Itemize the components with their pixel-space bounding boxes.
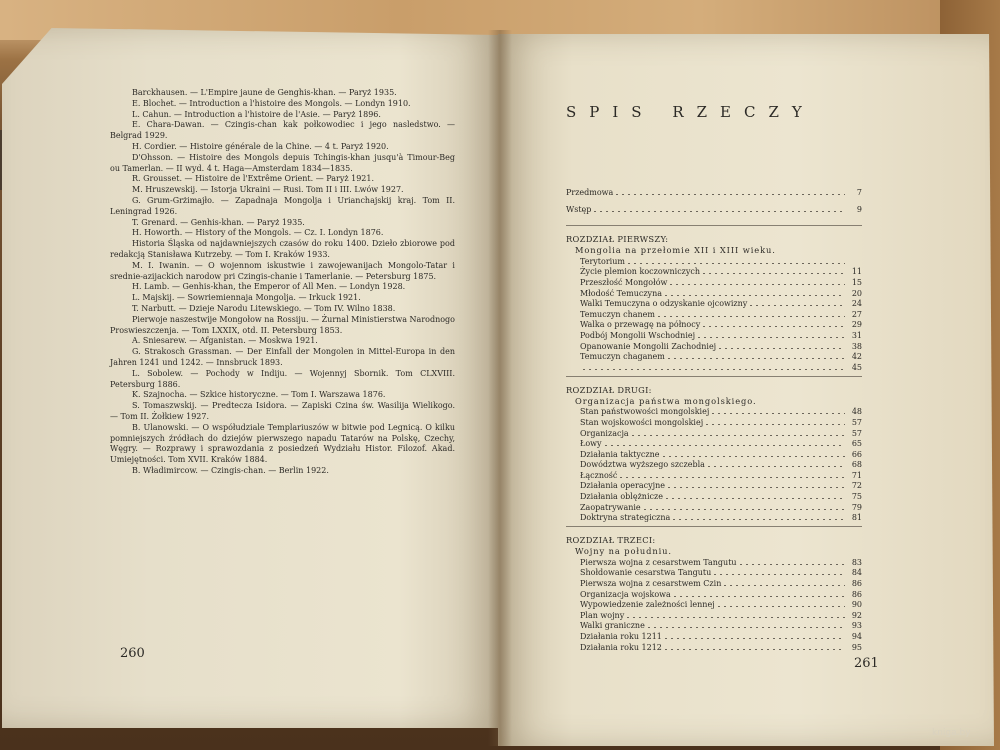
- toc-entry-page: 90: [851, 600, 862, 610]
- toc-entry-page: 9: [856, 205, 862, 215]
- toc-title: SPIS RZECZY: [566, 103, 815, 121]
- toc-entry-label: Wypowiedzenie zależności lennej: [580, 600, 715, 610]
- toc-entry-label: Plan wojny: [580, 610, 625, 620]
- toc-entry-label: Działania operacyjne: [580, 481, 665, 491]
- toc-leader-dots: [666, 498, 845, 499]
- bibliography-entry: Barckhausen. — L'Empire jaune de Genghis-khan. — Paryż 1935.: [132, 88, 397, 97]
- bibliography-entry: L. Sobolew. — Pochody w Indiju. — Wojennyj Sbornik. Tom CLXVIII. Petersburg 1886.: [110, 368, 455, 389]
- toc-entry: [566, 641, 862, 652]
- bibliography-entry: M. I. Iwanin. — O wojennom iskustwie i zawojewanijach Mongolo-Tatar i srednie-azijackich narodow pri Czingis-chanie i Tamerlanie. — Petersburg 1875.: [110, 260, 455, 281]
- toc-entry-label: Przeszłość Mongołów: [580, 277, 668, 287]
- bibliography-entry: A. Sniesarew. — Afganistan. — Moskwa 1921.: [132, 336, 318, 346]
- toc-entry-label: Opanowanie Mongolii Zachodniej: [580, 341, 717, 351]
- toc-leader-dots: [644, 509, 845, 510]
- toc-entry-page: 86: [851, 589, 862, 599]
- toc-leader-dots: [594, 211, 845, 212]
- bibliography-list: [110, 88, 455, 477]
- toc-leader-dots: [665, 295, 845, 296]
- toc-entry-label: Wstęp: [566, 205, 592, 215]
- bibliography-entry: B. Ulanowski. — O współudziale Templariuszów w bitwie pod Legnicą. O kilku pomniejszych źródłach do dziejów pierwszego napadu Tatarów na Polskę, Czechy, Węgry. — Rozprawy i sprawozdania z posiedzeń Wydziału Histor. Filozof. Akad. Umiejętności. Tom XVII. Kraków 1884.: [110, 422, 455, 465]
- toc-leader-dots: [668, 358, 845, 359]
- toc-entry: [566, 340, 862, 351]
- toc-entry: [566, 287, 862, 298]
- toc-entry-page: 11: [851, 267, 862, 277]
- toc-entry-page: 57: [851, 417, 862, 427]
- toc-leader-dots: [665, 638, 845, 639]
- toc-entry: [566, 427, 862, 438]
- bibliography-entry: E. Blochet. — Introduction a l'histoire des Mongols. — Londyn 1910.: [132, 98, 411, 108]
- toc-leader-dots: [616, 194, 845, 195]
- bibliography-entry: S. Tomaszwskij. — Predtecza Isidora. — Zapiski Czina św. Wasilija Wielikogo. — Tom II. Żołkiew 1927.: [110, 401, 455, 421]
- toc-chapter-heading: ROZDZIAŁ TRZECI:: [566, 535, 656, 546]
- toc-entry-page: 27: [851, 309, 862, 319]
- toc-entry-page: 83: [851, 557, 862, 567]
- toc-leader-dots: [714, 574, 845, 575]
- toc-leader-dots: [703, 273, 845, 274]
- toc-entry-page: 84: [851, 568, 862, 578]
- toc-entry-page: 48: [851, 407, 862, 417]
- toc-rule: [566, 225, 862, 226]
- table-of-contents: [566, 186, 862, 652]
- toc-entry-page: 57: [851, 428, 862, 438]
- toc-section-title: Organizacja państwa mongolskiego.: [575, 395, 757, 406]
- toc-entry-page: 94: [851, 632, 862, 641]
- toc-entry: [566, 459, 862, 470]
- toc-entry-page: 45: [851, 362, 862, 372]
- toc-leader-dots: [628, 263, 845, 264]
- toc-entry-page: 24: [851, 299, 862, 309]
- toc-entry-label: Dowództwa wyższego szczebla: [580, 460, 705, 470]
- toc-entry: [566, 556, 862, 567]
- toc-entry-label: Shołdowanie cesarstwa Tangutu: [580, 568, 712, 578]
- toc-entry: [566, 276, 862, 287]
- toc-entry-label: Łowy: [580, 439, 602, 449]
- toc-leader-dots: [620, 477, 845, 478]
- toc-entry-label: Życie plemion koczowniczych: [580, 267, 701, 277]
- toc-entry: [566, 630, 862, 641]
- bibliography-entry: T. Narbutt. — Dzieje Narodu Litewskiego. — Tom IV. Wilno 1838.: [132, 303, 396, 313]
- toc-gap: [566, 197, 862, 204]
- book-spine: [488, 30, 512, 746]
- toc-leader-dots: [698, 337, 845, 338]
- toc-rule: [566, 376, 862, 377]
- toc-leader-dots: [724, 585, 845, 586]
- toc-entry-page: 68: [851, 460, 862, 470]
- toc-entry: [566, 438, 862, 449]
- toc-entry: [566, 577, 862, 588]
- toc-entry-page: 92: [851, 610, 862, 620]
- watermark: kniga.by: [932, 728, 971, 738]
- toc-entry-label: Przedmowa: [566, 187, 614, 197]
- bibliography-entry: Historia Śląska od najdawniejszych czasów do roku 1400. Dzieło zbiorowe pod redakcją Stanisława Kutrzeby. — Tom I. Kraków 1933.: [110, 239, 455, 259]
- toc-leader-dots: [718, 606, 845, 607]
- toc-entry-label: Temuczyn chaganem: [580, 352, 665, 362]
- toc-entry-page: 79: [851, 502, 862, 512]
- bibliography-entry: G. Grum-Grżimajło. — Zapadnaja Mongolja i Urianchajskij kraj. Tom II. Leningrad 1926.: [110, 195, 455, 216]
- toc-entry-label: Zaopatrywanie: [580, 502, 641, 512]
- toc-entry: [566, 351, 862, 362]
- toc-leader-dots: [632, 435, 845, 436]
- toc-entry: [566, 308, 862, 319]
- toc-chapter-heading: ROZDZIAŁ DRUGI:: [566, 384, 652, 395]
- toc-entry: [566, 406, 862, 417]
- toc-entry-label: Temuczyn chanem: [580, 309, 655, 319]
- toc-entry-label: Pierwsza wojna z cesarstwem Czin: [580, 579, 722, 589]
- toc-chapter-heading: ROZDZIAŁ PIERWSZY:: [566, 234, 669, 245]
- toc-entry: [566, 298, 862, 309]
- right-page-number: 261: [854, 656, 879, 671]
- toc-leader-dots: [583, 369, 845, 370]
- toc-entry-page: 29: [851, 320, 862, 330]
- bibliography-entry: D'Ohsson. — Histoire des Mongols depuis Tchingis-khan jusqu'à Timour-Beg ou Tamerlan. — II wyd. 4 t. Haga—Amsterdam 1834—1835.: [110, 152, 455, 173]
- toc-leader-dots: [668, 487, 845, 488]
- toc-entry-label: Łączność: [580, 470, 618, 480]
- toc-rule: [566, 526, 862, 527]
- toc-entry-page: 65: [851, 439, 862, 449]
- toc-entry: [566, 599, 862, 610]
- toc-entry-label: Terytorium: [580, 256, 625, 266]
- toc-leader-dots: [658, 316, 845, 317]
- toc-entry: [566, 567, 862, 578]
- toc-entry-label: Młodość Temuczyna: [580, 288, 662, 298]
- toc-entry: [566, 329, 862, 340]
- toc-leader-dots: [665, 649, 845, 650]
- toc-leader-dots: [712, 413, 845, 414]
- toc-entry-label: Organizacja wojskowa: [580, 589, 671, 599]
- toc-entry: [566, 620, 862, 631]
- toc-entry-page: 75: [851, 492, 862, 502]
- toc-entry: [566, 480, 862, 491]
- toc-entry-label: Walka o przewagę na północy: [580, 320, 701, 330]
- bibliography-entry: B. Władimircow. — Czingis-chan. — Berlin 1922.: [132, 465, 329, 475]
- bibliography-entry: H. Howorth. — History of the Mongols. — Cz. I. Londyn 1876.: [132, 228, 384, 238]
- toc-entry: [566, 490, 862, 501]
- bibliography-entry: H. Lamb. — Genhis-khan, the Emperor of All Men. — Londyn 1928.: [132, 282, 406, 292]
- toc-entry-page: 42: [851, 352, 862, 362]
- toc-leader-dots: [740, 564, 845, 565]
- toc-entry: [566, 448, 862, 459]
- bibliography-entry: R. Grousset. — Histoire de l'Extrême Orient. — Paryż 1921.: [132, 174, 375, 184]
- toc-leader-dots: [673, 519, 845, 520]
- toc-entry-label: Walki graniczne: [580, 621, 645, 631]
- toc-entry-page: 15: [851, 277, 862, 287]
- toc-entry-label: Działania taktyczne: [580, 449, 660, 459]
- toc-entry-label: Działania roku 1211: [580, 632, 662, 641]
- toc-entry-page: 71: [851, 470, 862, 480]
- bibliography-entry: G. Strakosch Grassman. — Der Einfall der Mongolen in Mittel-Europa in den Jahren 1241 und 1242. — Innsbruck 1893.: [110, 347, 455, 367]
- toc-leader-dots: [703, 326, 845, 327]
- toc-entry: [566, 588, 862, 599]
- toc-section-title: Mongolia na przełomie XII i XIII wieku.: [575, 245, 776, 256]
- toc-leader-dots: [627, 617, 845, 618]
- toc-leader-dots: [670, 284, 845, 285]
- bibliography-entry: T. Grenard. — Genhis-khan. — Paryż 1935.: [132, 217, 305, 227]
- toc-entry: [566, 609, 862, 620]
- toc-entry: [566, 512, 862, 523]
- toc-entry-label: Pierwsza wojna z cesarstwem Tangutu: [580, 557, 737, 567]
- toc-section-title: Wojny na południu.: [575, 546, 672, 557]
- toc-entry-page: 38: [851, 341, 862, 351]
- toc-leader-dots: [648, 627, 845, 628]
- bibliography-entry: H. Cordier. — Histoire générale de la Chine. — 4 t. Paryż 1920.: [132, 141, 389, 151]
- toc-leader-dots: [719, 348, 845, 349]
- bibliography-entry: L. Cahun. — Introduction a l'histoire de l'Asie. — Paryż 1896.: [132, 109, 381, 119]
- toc-leader-dots: [708, 466, 845, 467]
- toc-entry-label: Organizacja: [580, 428, 629, 438]
- bibliography-entry: M. Hruszewskij. — Istorja Ukraini — Rusi. Tom II i III. Lwów 1927.: [132, 185, 404, 195]
- toc-entry: [566, 416, 862, 427]
- toc-entry: [566, 319, 862, 330]
- toc-entry-label: Stan wojskowości mongolskiej: [580, 417, 704, 427]
- toc-leader-dots: [674, 596, 845, 597]
- toc-leader-dots: [605, 445, 845, 446]
- toc-entry: [566, 361, 862, 372]
- toc-entry-page: 81: [851, 513, 862, 523]
- toc-entry: [566, 501, 862, 512]
- toc-leader-dots: [750, 305, 845, 306]
- bibliography-entry: L. Majskij. — Sowriemiennaja Mongolja. — Irkuck 1921.: [132, 293, 361, 303]
- toc-entry: [566, 204, 862, 215]
- toc-entry: [566, 255, 862, 266]
- toc-gap: [566, 214, 862, 221]
- bibliography-entry: Pierwoje naszestwije Mongołow na Rossiju. — Żurnal Ministierstwa Narodnogo Proswieszczenja. — Tom LXXIX, otd. II. Petersburg 1853.: [110, 314, 455, 335]
- toc-entry-label: Stan państwowości mongolskiej: [580, 407, 710, 417]
- toc-entry-page: 66: [851, 449, 862, 459]
- toc-entry: [566, 469, 862, 480]
- toc-entry: [566, 186, 862, 197]
- toc-entry-label: Działania roku 1212: [580, 642, 662, 652]
- toc-entry-page: 20: [851, 288, 862, 298]
- toc-entry-label: Doktryna strategiczna: [580, 513, 671, 523]
- toc-leader-dots: [706, 424, 845, 425]
- toc-entry-page: 7: [856, 187, 862, 197]
- toc-leader-dots: [663, 456, 846, 457]
- left-page-number: 260: [120, 646, 145, 661]
- toc-entry-page: 72: [851, 481, 862, 491]
- toc-entry-page: 95: [851, 642, 862, 652]
- toc-entry: [566, 266, 862, 277]
- bibliography-entry: E. Chara-Dawan. — Czingis-chan kak połkowodiec i jego nasledstwo. — Belgrad 1929.: [110, 120, 455, 141]
- toc-entry-label: Podbój Mongolii Wschodniej: [580, 330, 696, 340]
- toc-entry-page: 93: [851, 621, 862, 631]
- toc-entry-label: Działania oblężnicze: [580, 492, 663, 502]
- toc-entry-page: 31: [851, 330, 862, 340]
- toc-entry-page: 86: [851, 579, 862, 589]
- toc-entry-label: Walki Temuczyna o odzyskanie ojcowizny: [580, 299, 748, 309]
- bibliography-entry: K. Szajnocha. — Szkice historyczne. — Tom I. Warszawa 1876.: [132, 390, 386, 400]
